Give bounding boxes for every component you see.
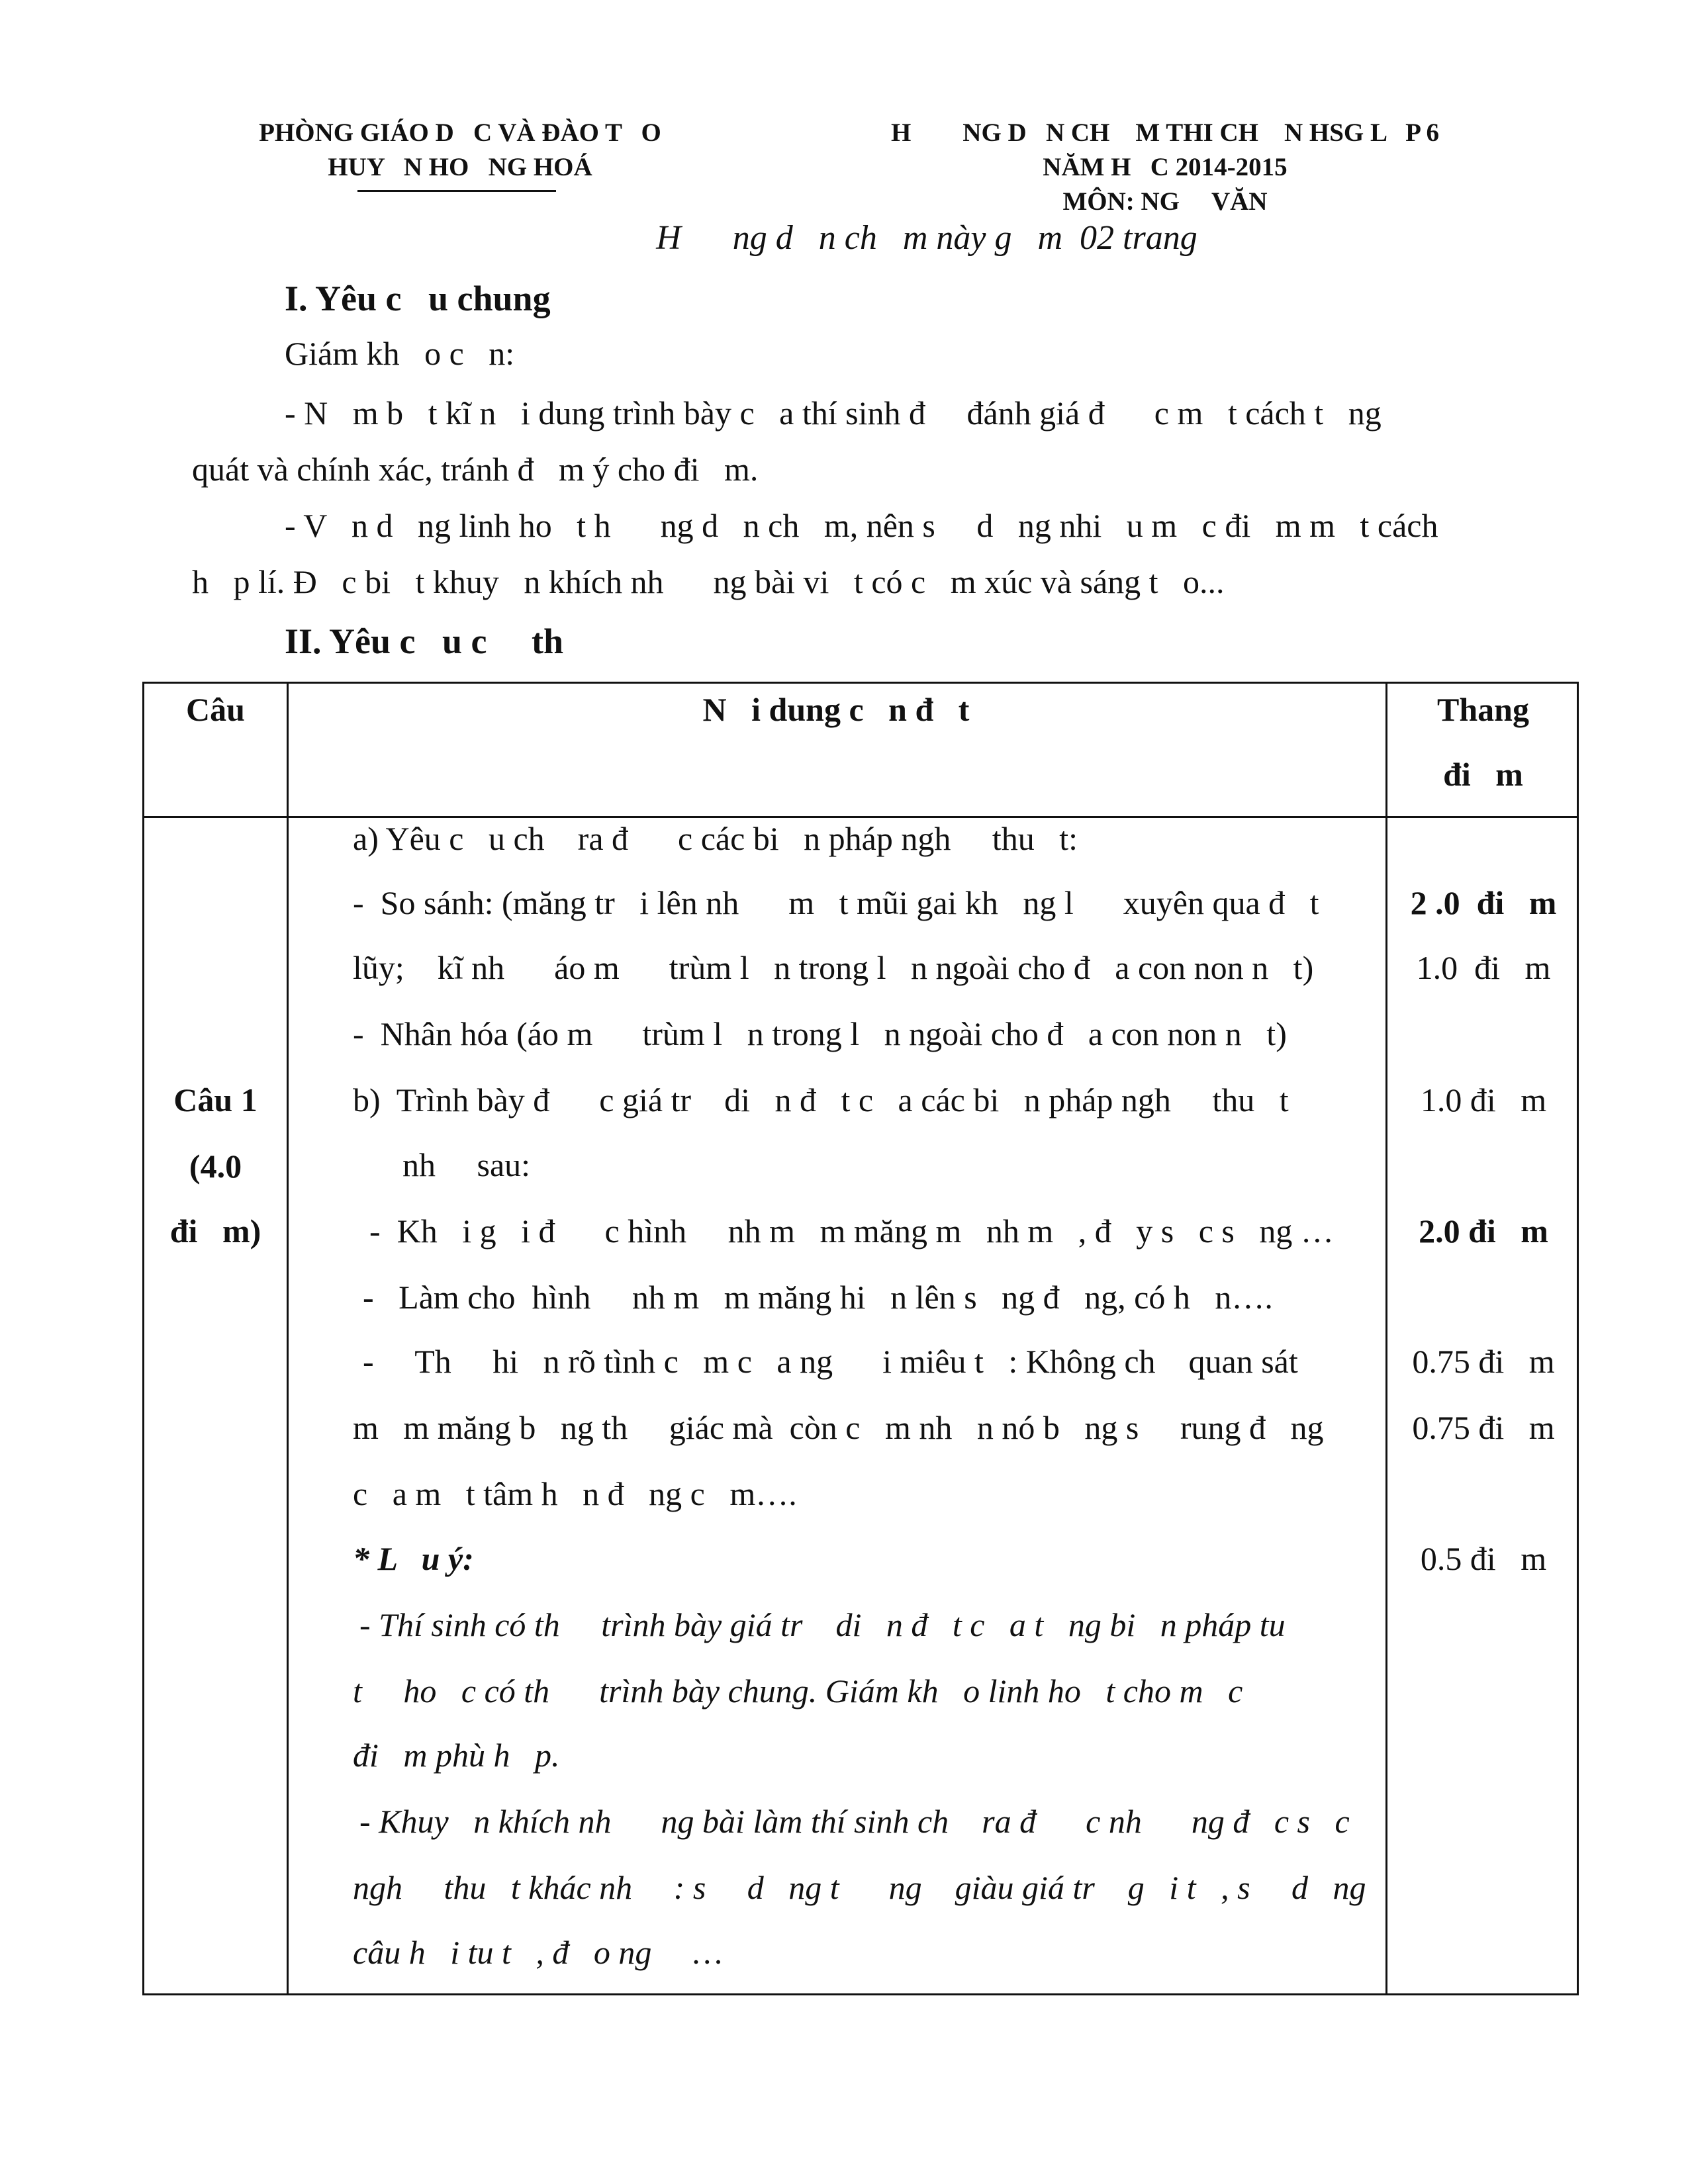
header-content: N i dung c n đ t bbox=[702, 691, 970, 728]
header-score-line2: đi m bbox=[1443, 756, 1523, 793]
table-header-divider bbox=[144, 816, 1577, 818]
table-divider-1 bbox=[287, 684, 289, 1993]
content-line: - Làm cho hình nh m m măng hi n lên s ng đ ng, có h n…. bbox=[363, 1279, 1273, 1316]
score-b-item: 0.75 đi m bbox=[1412, 1409, 1555, 1446]
grading-table bbox=[142, 682, 1579, 1995]
section1-p1-line2: quát và chính xác, tránh đ m ý cho đi m. bbox=[192, 451, 759, 488]
question-points: (4.0 bbox=[189, 1148, 242, 1185]
section2-title: II. Yêu c u c th bbox=[285, 621, 564, 661]
content-line: b) Trình bày đ c giá tr di n đ t c a các bi n pháp ngh thu t bbox=[353, 1081, 1289, 1118]
score-so-sanh: 1.0 đi m bbox=[1416, 949, 1551, 986]
content-line: - Nhân hóa (áo m trùm l n trong l n ngoài cho đ a con non n t) bbox=[353, 1015, 1287, 1052]
content-line: nh sau: bbox=[402, 1146, 531, 1183]
section1-intro: Giám kh o c n: bbox=[285, 335, 515, 372]
section1-p1-line1: - N m b t kĩ n i dung trình bày c a thí sinh đ đánh giá đ c m t cách t ng bbox=[285, 394, 1382, 432]
question-label: Câu 1 bbox=[173, 1081, 258, 1118]
district-name: HUY N HO NG HOÁ bbox=[328, 153, 592, 181]
content-line: lũy; kĩ nh áo m trùm l n trong l n ngoài cho đ a con non n t) bbox=[353, 949, 1314, 986]
note-heading: * L u ý: bbox=[353, 1540, 474, 1577]
note-line: câu h i tu t , đ o ng … bbox=[353, 1934, 723, 1971]
content-line: - Kh i g i đ c hình nh m m măng m nh m , đ y s c s ng … bbox=[369, 1212, 1334, 1250]
section1-p2-line1: - V n d ng linh ho t h ng d n ch m, nên s d ng nhi u m c đi m m t cách bbox=[285, 507, 1438, 544]
note-line: t ho c có th trình bày chung. Giám kh o linh ho t cho m c bbox=[353, 1672, 1243, 1709]
subject: MÔN: NG VĂN bbox=[1062, 187, 1268, 216]
score-nhan-hoa: 1.0 đi m bbox=[1420, 1081, 1547, 1118]
note-line: - Thí sinh có th trình bày giá tr di n đ t c a t ng bi n pháp tu bbox=[359, 1606, 1286, 1643]
school-year: NĂM H C 2014-2015 bbox=[1043, 153, 1288, 181]
content-line: - Th hi n rõ tình c m c a ng i miêu t : Không ch quan sát bbox=[363, 1343, 1298, 1380]
section1-title: I. Yêu c u chung bbox=[285, 279, 551, 318]
content-line: m m măng b ng th giác mà còn c m nh n nó b ng s rung đ ng bbox=[353, 1409, 1324, 1446]
note-line: đi m phù h p. bbox=[353, 1737, 560, 1774]
content-line: - So sánh: (măng tr i lên nh m t mũi gai kh ng l xuyên qua đ t bbox=[353, 884, 1319, 921]
department-name: PHÒNG GIÁO D C VÀ ĐÀO T O bbox=[259, 118, 661, 147]
note-line: ngh thu t khác nh : s d ng t ng giàu giá tr g i t , s d ng bbox=[353, 1869, 1366, 1906]
score-part-b: 2.0 đi m bbox=[1419, 1212, 1548, 1250]
score-b-item: 0.5 đi m bbox=[1420, 1540, 1547, 1577]
table-divider-2 bbox=[1385, 684, 1387, 1993]
content-line: a) Yêu c u ch ra đ c các bi n pháp ngh thu t: bbox=[353, 820, 1078, 857]
score-part-a: 2 .0 đi m bbox=[1410, 884, 1557, 921]
question-points-unit: đi m) bbox=[169, 1212, 261, 1250]
header-cau: Câu bbox=[186, 691, 245, 728]
note-line: - Khuy n khích nh ng bài làm thí sinh ch ra đ c nh ng đ c s c bbox=[359, 1803, 1350, 1840]
header-score-line1: Thang bbox=[1437, 691, 1529, 728]
district-underline bbox=[357, 190, 556, 192]
section1-p2-line2: h p lí. Đ c bi t khuy n khích nh ng bài vi t có c m xúc và sáng t o... bbox=[192, 563, 1225, 600]
page-count-note: H ng d n ch m này g m 02 trang bbox=[656, 219, 1197, 257]
content-line: c a m t tâm h n đ ng c m…. bbox=[353, 1475, 797, 1512]
score-b-item: 0.75 đi m bbox=[1412, 1343, 1555, 1380]
guide-title: H NG D N CH M THI CH N HSG L P 6 bbox=[890, 118, 1440, 147]
